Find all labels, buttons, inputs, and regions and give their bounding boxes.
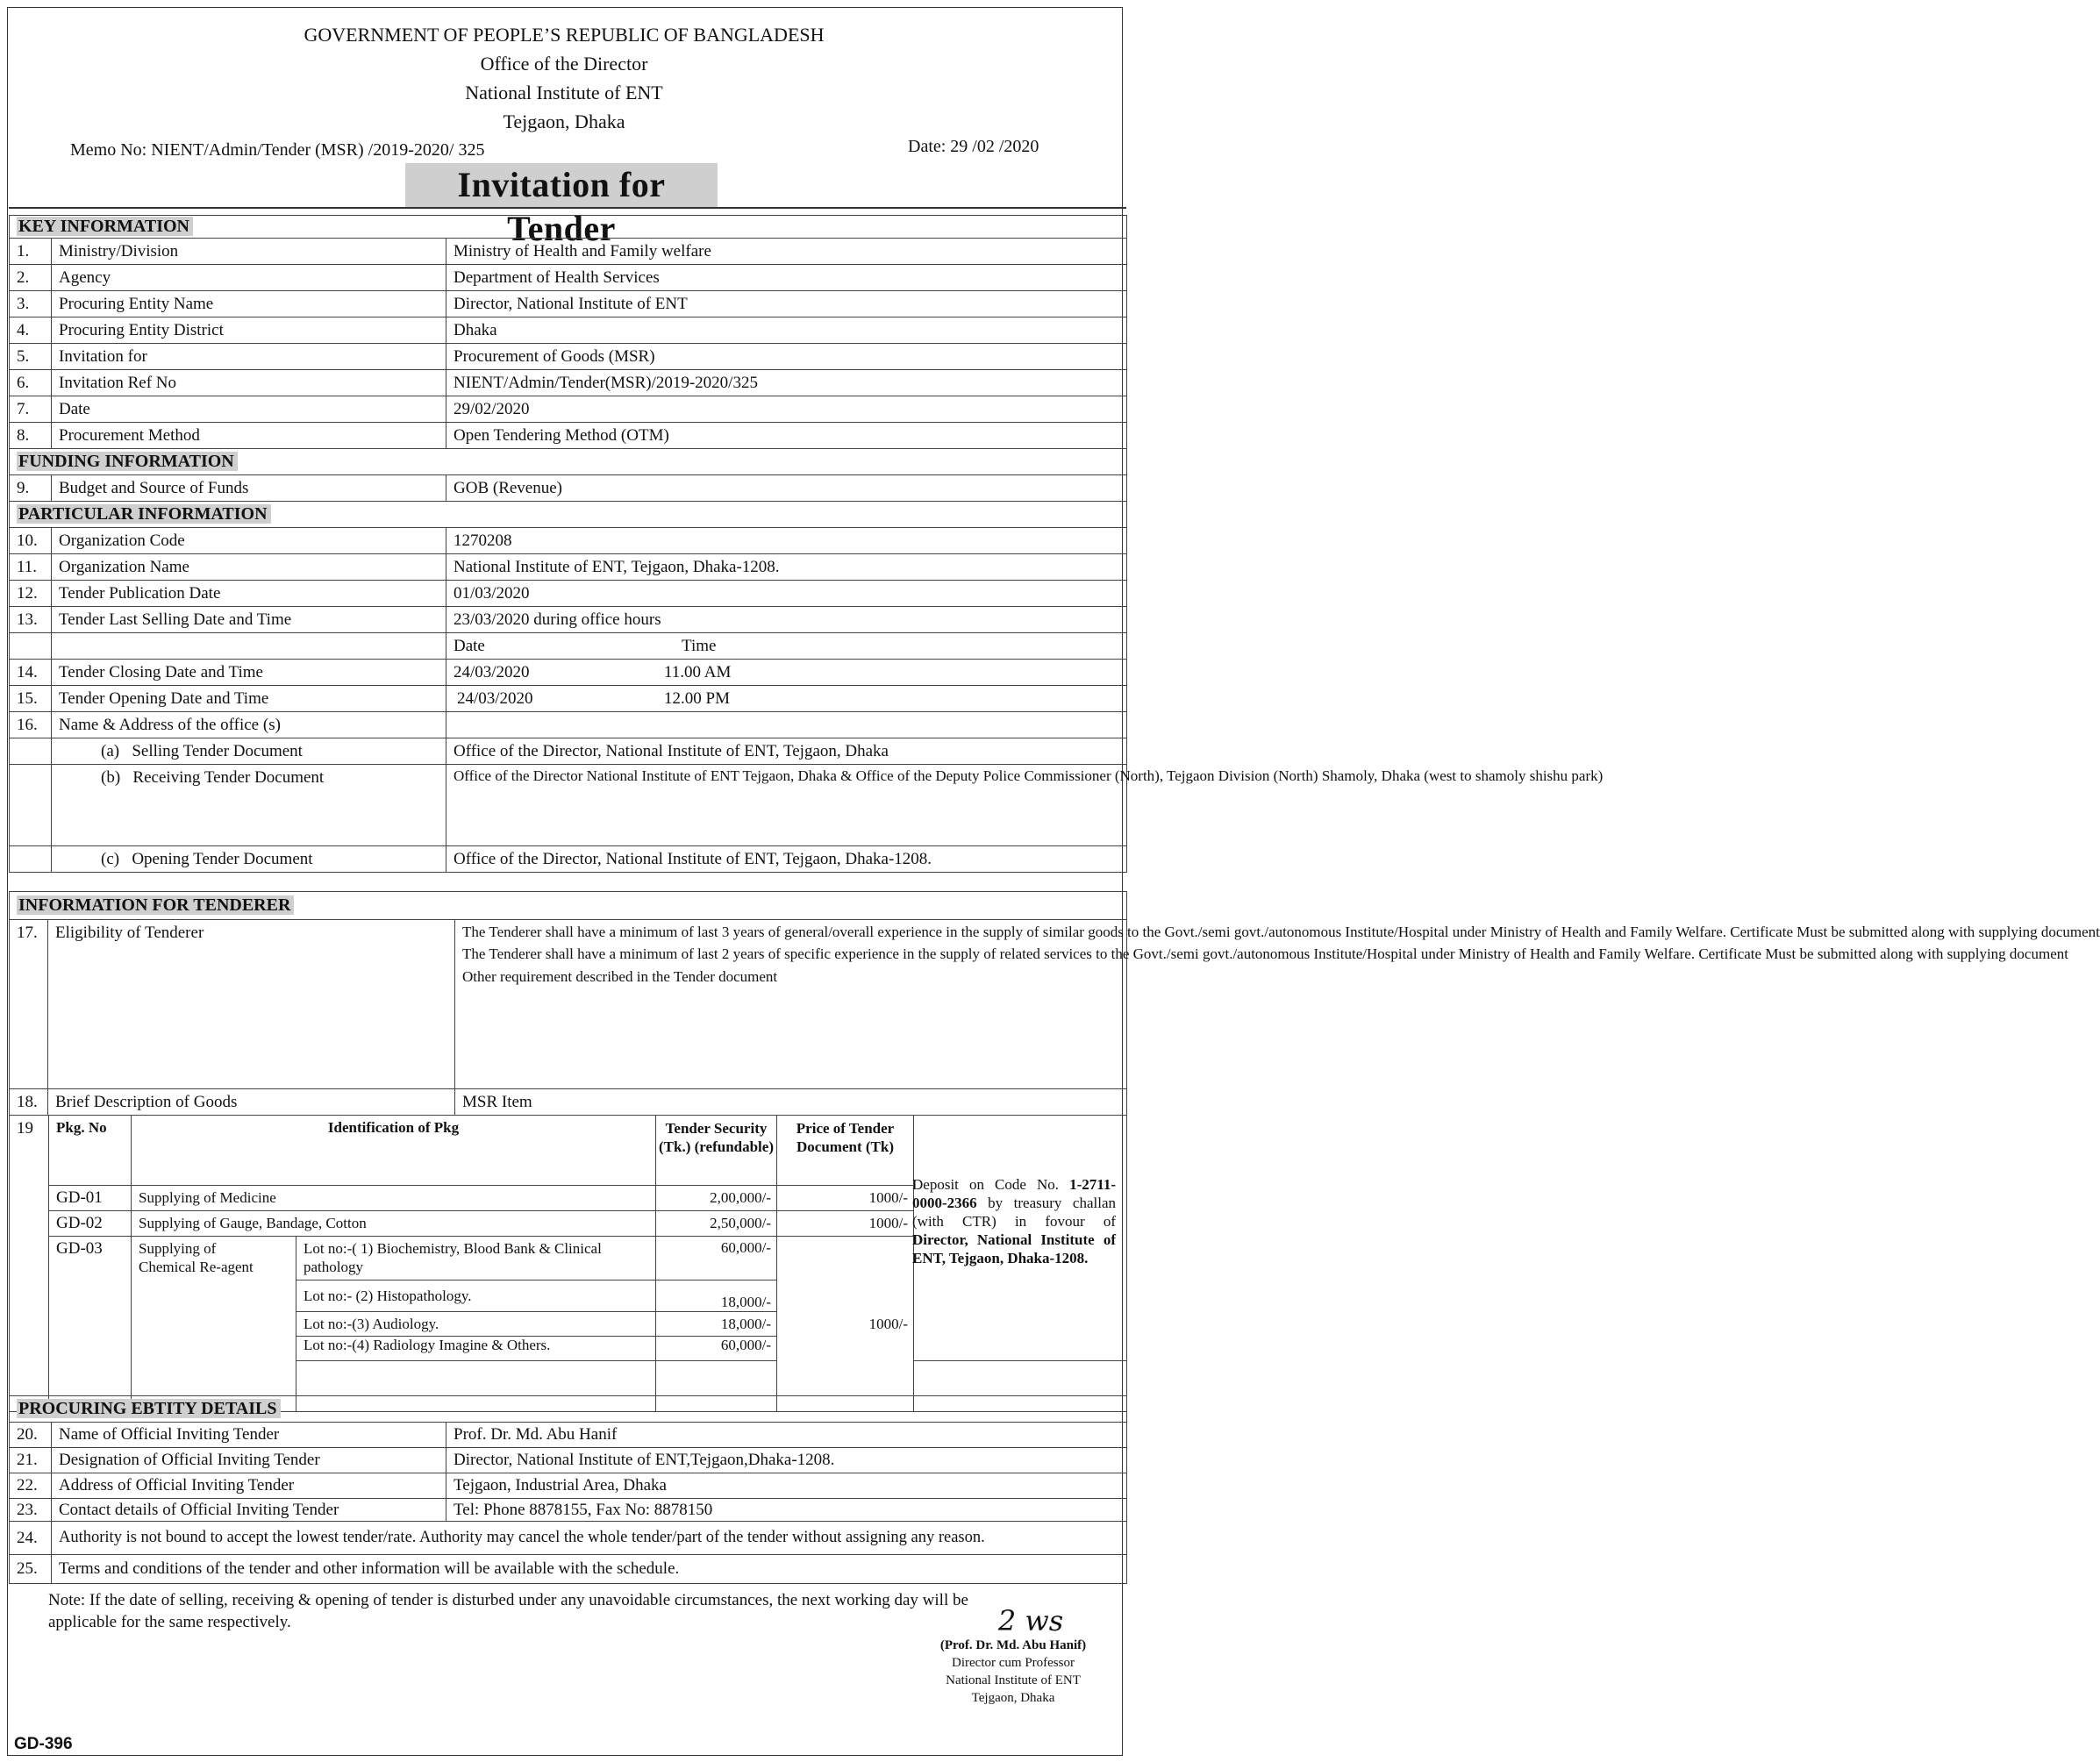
location-heading: Tejgaon, Dhaka [503,111,625,132]
eligibility-specific: The Tenderer shall have a minimum of last 2 years of specific experience in the supply of related services to the Govt./semi govt./autonomous Institute/Hospital under Ministry of Health and Family Welfare. Certificate Must be submitted along with supplying document [462,945,2068,962]
page-title: Invitation for Tender [405,163,718,207]
pkg-security: 2,50,000/- [656,1211,777,1237]
memo-number: Memo No: NIENT/Admin/Tender (MSR) /2019-2020/ 325 [70,140,485,160]
row-value: Director, National Institute of ENT [446,291,1127,317]
note-text: Note: If the date of selling, receiving & opening of tender is disturbed under any unavoidable circumstances, the next working day will be applicable for the same respectively. [48,1591,968,1631]
row-value [446,660,1127,686]
row-value: 23/03/2020 during office hours [446,607,1127,633]
table-row [10,1522,1127,1555]
row-value: NIENT/Admin/Tender(MSR)/2019-2020/325 [446,370,1127,396]
table-row [10,317,1127,344]
table-row [10,1089,1127,1116]
row-label: Tender Closing Date and Time [52,660,446,686]
row-number [10,765,52,846]
section-key-information: KEY INFORMATION [10,216,1127,239]
row-value: Ministry of Health and Family welfare [446,239,1127,265]
row-label: Tender Publication Date [52,581,446,607]
section-funding-information: FUNDING INFORMATION [10,449,1127,475]
row-value: Prof. Dr. Md. Abu Hanif [446,1423,1127,1448]
row-value: GOB (Revenue) [446,475,1127,502]
table-row [10,291,1127,317]
row-number: 8. [10,423,52,449]
lot-description: Lot no:-( 1) Biochemistry, Blood Bank & Clinical pathology [296,1237,656,1280]
table-row [10,581,1127,607]
pkg-code: GD-03 [49,1237,132,1412]
pkg-no-header: Pkg. No [49,1116,132,1186]
row-label: (c) Opening Tender Document [52,846,446,873]
pkg-price: 1000/- [777,1186,914,1211]
row-number: 19 [10,1116,49,1412]
memo-date: Date: 29 /02 /2020 [908,137,1039,156]
row-label: Agency [52,265,446,291]
row-label: Organization Code [52,528,446,554]
row-label: Invitation Ref No [52,370,446,396]
institute-heading: National Institute of ENT [465,82,663,103]
row-value: Director, National Institute of ENT,Tejgaon,Dhaka-1208. [446,1448,1127,1473]
row-value [446,686,1127,712]
row-value: Procurement of Goods (MSR) [446,344,1127,370]
row-number: 22. [10,1473,52,1499]
row-label: Invitation for [52,344,446,370]
table-row [10,1473,1127,1499]
eligibility-general: The Tenderer shall have a minimum of last 3 years of general/overall experience in the supply of similar goods to the Govt./semi govt./autonomous Institute/Hospital under Ministry of Health and Family Welfare. Certificate Must be submitted along with supplying document [462,924,2100,940]
pkg-name: Supplying of Medicine [132,1186,656,1211]
deposit-text: by treasury challan (with CTR) in fovour of [912,1195,1116,1230]
row-label: Eligibility of Tenderer [48,920,455,1089]
pkg-name: Supplying of Gauge, Bandage, Cotton [132,1211,656,1237]
signatory-org: National Institute of ENT [946,1673,1081,1687]
opening-time: 12.00 PM [664,688,730,708]
pkg-code: GD-02 [49,1211,132,1237]
govt-heading: GOVERNMENT OF PEOPLE’S REPUBLIC OF BANGLADESH [304,24,825,46]
lot-description: Lot no:-(4) Radiology Imagine & Others. [296,1337,656,1361]
lot-description: Lot no:-(3) Audiology. [296,1312,656,1337]
row-number: 2. [10,265,52,291]
table-row [10,528,1127,554]
row-label: Organization Name [52,554,446,581]
table-row [10,1448,1127,1473]
lot-security: 60,000/- [656,1337,777,1361]
row-number: 9. [10,475,52,502]
row-value: National Institute of ENT, Tejgaon, Dhaka-1208. [446,554,1127,581]
row-number: 7. [10,396,52,423]
identification-header: Identification of Pkg [132,1116,656,1186]
row-number: 21. [10,1448,52,1473]
row-label: (a) Selling Tender Document [52,738,446,765]
row-label: Budget and Source of Funds [52,475,446,502]
info-table-procuring [9,1395,1127,1584]
table-row [10,370,1127,396]
signature-mark: 2 ws [997,1604,1064,1637]
row-value: Dhaka [446,317,1127,344]
row-number: 3. [10,291,52,317]
deposit-payee: Director, National Institute of ENT, Tejgaon, Dhaka-1208. [912,1231,1116,1266]
info-table-upper [9,215,1604,873]
row-label: Name of Official Inviting Tender [52,1423,446,1448]
row-value: Open Tendering Method (OTM) [446,423,1127,449]
row-value: 01/03/2020 [446,581,1127,607]
row-value: Office of the Director, National Institute of ENT, Tejgaon, Dhaka-1208. [446,846,1127,873]
row-label: Name & Address of the office (s) [52,712,446,738]
lot-description: Lot no:- (2) Histopathology. [296,1280,656,1312]
row-value: Department of Health Services [446,265,1127,291]
lot-security: 18,000/- [656,1312,777,1337]
row-number: 14. [10,660,52,686]
table-row [10,423,1127,449]
row-label: Procuring Entity Name [52,291,446,317]
row-label: Brief Description of Goods [48,1089,455,1116]
row-value: MSR Item [455,1089,1127,1116]
table-row [10,712,1127,738]
row-number: 18. [10,1089,48,1116]
closing-date: 24/03/2020 [454,662,530,681]
pkg-security: 2,00,000/- [656,1186,777,1211]
deposit-text: Deposit on Code No. [912,1176,1070,1193]
row-value [446,712,1127,738]
row-number: 16. [10,712,52,738]
row-label: (b) Receiving Tender Document [52,765,446,846]
closing-time: 11.00 AM [664,662,732,681]
table-row [10,738,1127,765]
table-row [10,920,1127,1089]
table-row [10,1423,1127,1448]
signatory-place: Tejgaon, Dhaka [971,1691,1055,1705]
section-particular-information: PARTICULAR INFORMATION [10,502,1127,528]
row-number: 12. [10,581,52,607]
row-number: 4. [10,317,52,344]
row-value: 1270208 [446,528,1127,554]
time-column-head: Time [682,636,717,655]
signature-block [912,1605,1114,1707]
pkg-price: 1000/- [777,1211,914,1237]
row-number: 17. [10,920,48,1089]
deposit-instruction [912,1175,1116,1267]
section-information-for-tenderer: INFORMATION FOR TENDERER [10,892,1127,920]
row-value: Terms and conditions of the tender and other information will be available with the schedule. [52,1555,1127,1584]
row-number: 13. [10,607,52,633]
row-label: Procurement Method [52,423,446,449]
title-divider [9,207,1126,209]
row-value: Office of the Director National Institute of ENT Tejgaon, Dhaka & Office of the Deputy Police Commissioner (North), Tejgaon Division (North) Shamoly, Dhaka (west to shamoly shishu park) [446,765,1127,846]
row-label: Address of Official Inviting Tender [52,1473,446,1499]
deposit-code: 1-2711-0000-2366 [912,1176,1116,1211]
row-number: 15. [10,686,52,712]
lot-security: 60,000/- [656,1237,777,1280]
signatory-title: Director cum Professor [952,1656,1075,1670]
row-label: Tender Opening Date and Time [52,686,446,712]
row-label [52,633,446,660]
row-value: Authority is not bound to accept the lowest tender/rate. Authority may cancel the whole tender/part of the tender without assigning any reason. [52,1522,1127,1555]
row-label: Procuring Entity District [52,317,446,344]
row-label: Tender Last Selling Date and Time [52,607,446,633]
row-value: Tel: Phone 8878155, Fax No: 8878150 [446,1499,1127,1522]
row-label: Ministry/Division [52,239,446,265]
section-procuring-entity-details: PROCURING EBTITY DETAILS [10,1396,1127,1423]
row-label: Designation of Official Inviting Tender [52,1448,446,1473]
table-row [10,1499,1127,1522]
office-heading: Office of the Director [480,53,648,75]
table-row [10,607,1127,633]
table-row [10,554,1127,581]
row-number [10,633,52,660]
row-number: 6. [10,370,52,396]
row-number [10,846,52,873]
table-row [10,396,1127,423]
eligibility-other: Other requirement described in the Tender document [462,968,778,985]
signatory-name: (Prof. Dr. Md. Abu Hanif) [939,1638,1087,1652]
row-number [10,738,52,765]
table-row [10,239,1127,265]
table-row [10,344,1127,370]
table-row [10,633,1127,660]
pkg-price: 1000/- [777,1237,914,1412]
pkg-name: Supplying of Chemical Re-agent [132,1237,296,1412]
row-value: 29/02/2020 [446,396,1127,423]
row-number: 25. [10,1555,52,1584]
row-number: 23. [10,1499,52,1522]
info-table-tenderer [9,891,2100,1116]
date-column-head: Date [454,636,485,655]
row-value: Office of the Director, National Institute of ENT, Tejgaon, Dhaka [446,738,1127,765]
lot-security: 18,000/- [656,1280,777,1312]
row-number: 1. [10,239,52,265]
table-row [10,765,1127,846]
row-label: Contact details of Official Inviting Tender [52,1499,446,1522]
footer-code: GD-396 [14,1735,73,1753]
row-number: 24. [10,1522,52,1555]
table-row [10,846,1127,873]
row-value: Tejgaon, Industrial Area, Dhaka [446,1473,1127,1499]
row-number: 10. [10,528,52,554]
table-row [10,265,1127,291]
tender-security-header: Tender Security (Tk.) (refundable) [656,1116,777,1186]
row-number: 20. [10,1423,52,1448]
opening-date: 24/03/2020 [457,688,533,708]
row-label: Date [52,396,446,423]
price-header: Price of Tender Document (Tk) [777,1116,914,1186]
table-row [10,1555,1127,1584]
table-row [10,660,1127,686]
table-row [10,475,1127,502]
row-number: 5. [10,344,52,370]
row-value [455,920,2100,1089]
row-value [446,633,1127,660]
pkg-code: GD-01 [49,1186,132,1211]
row-number: 11. [10,554,52,581]
table-row [10,686,1127,712]
